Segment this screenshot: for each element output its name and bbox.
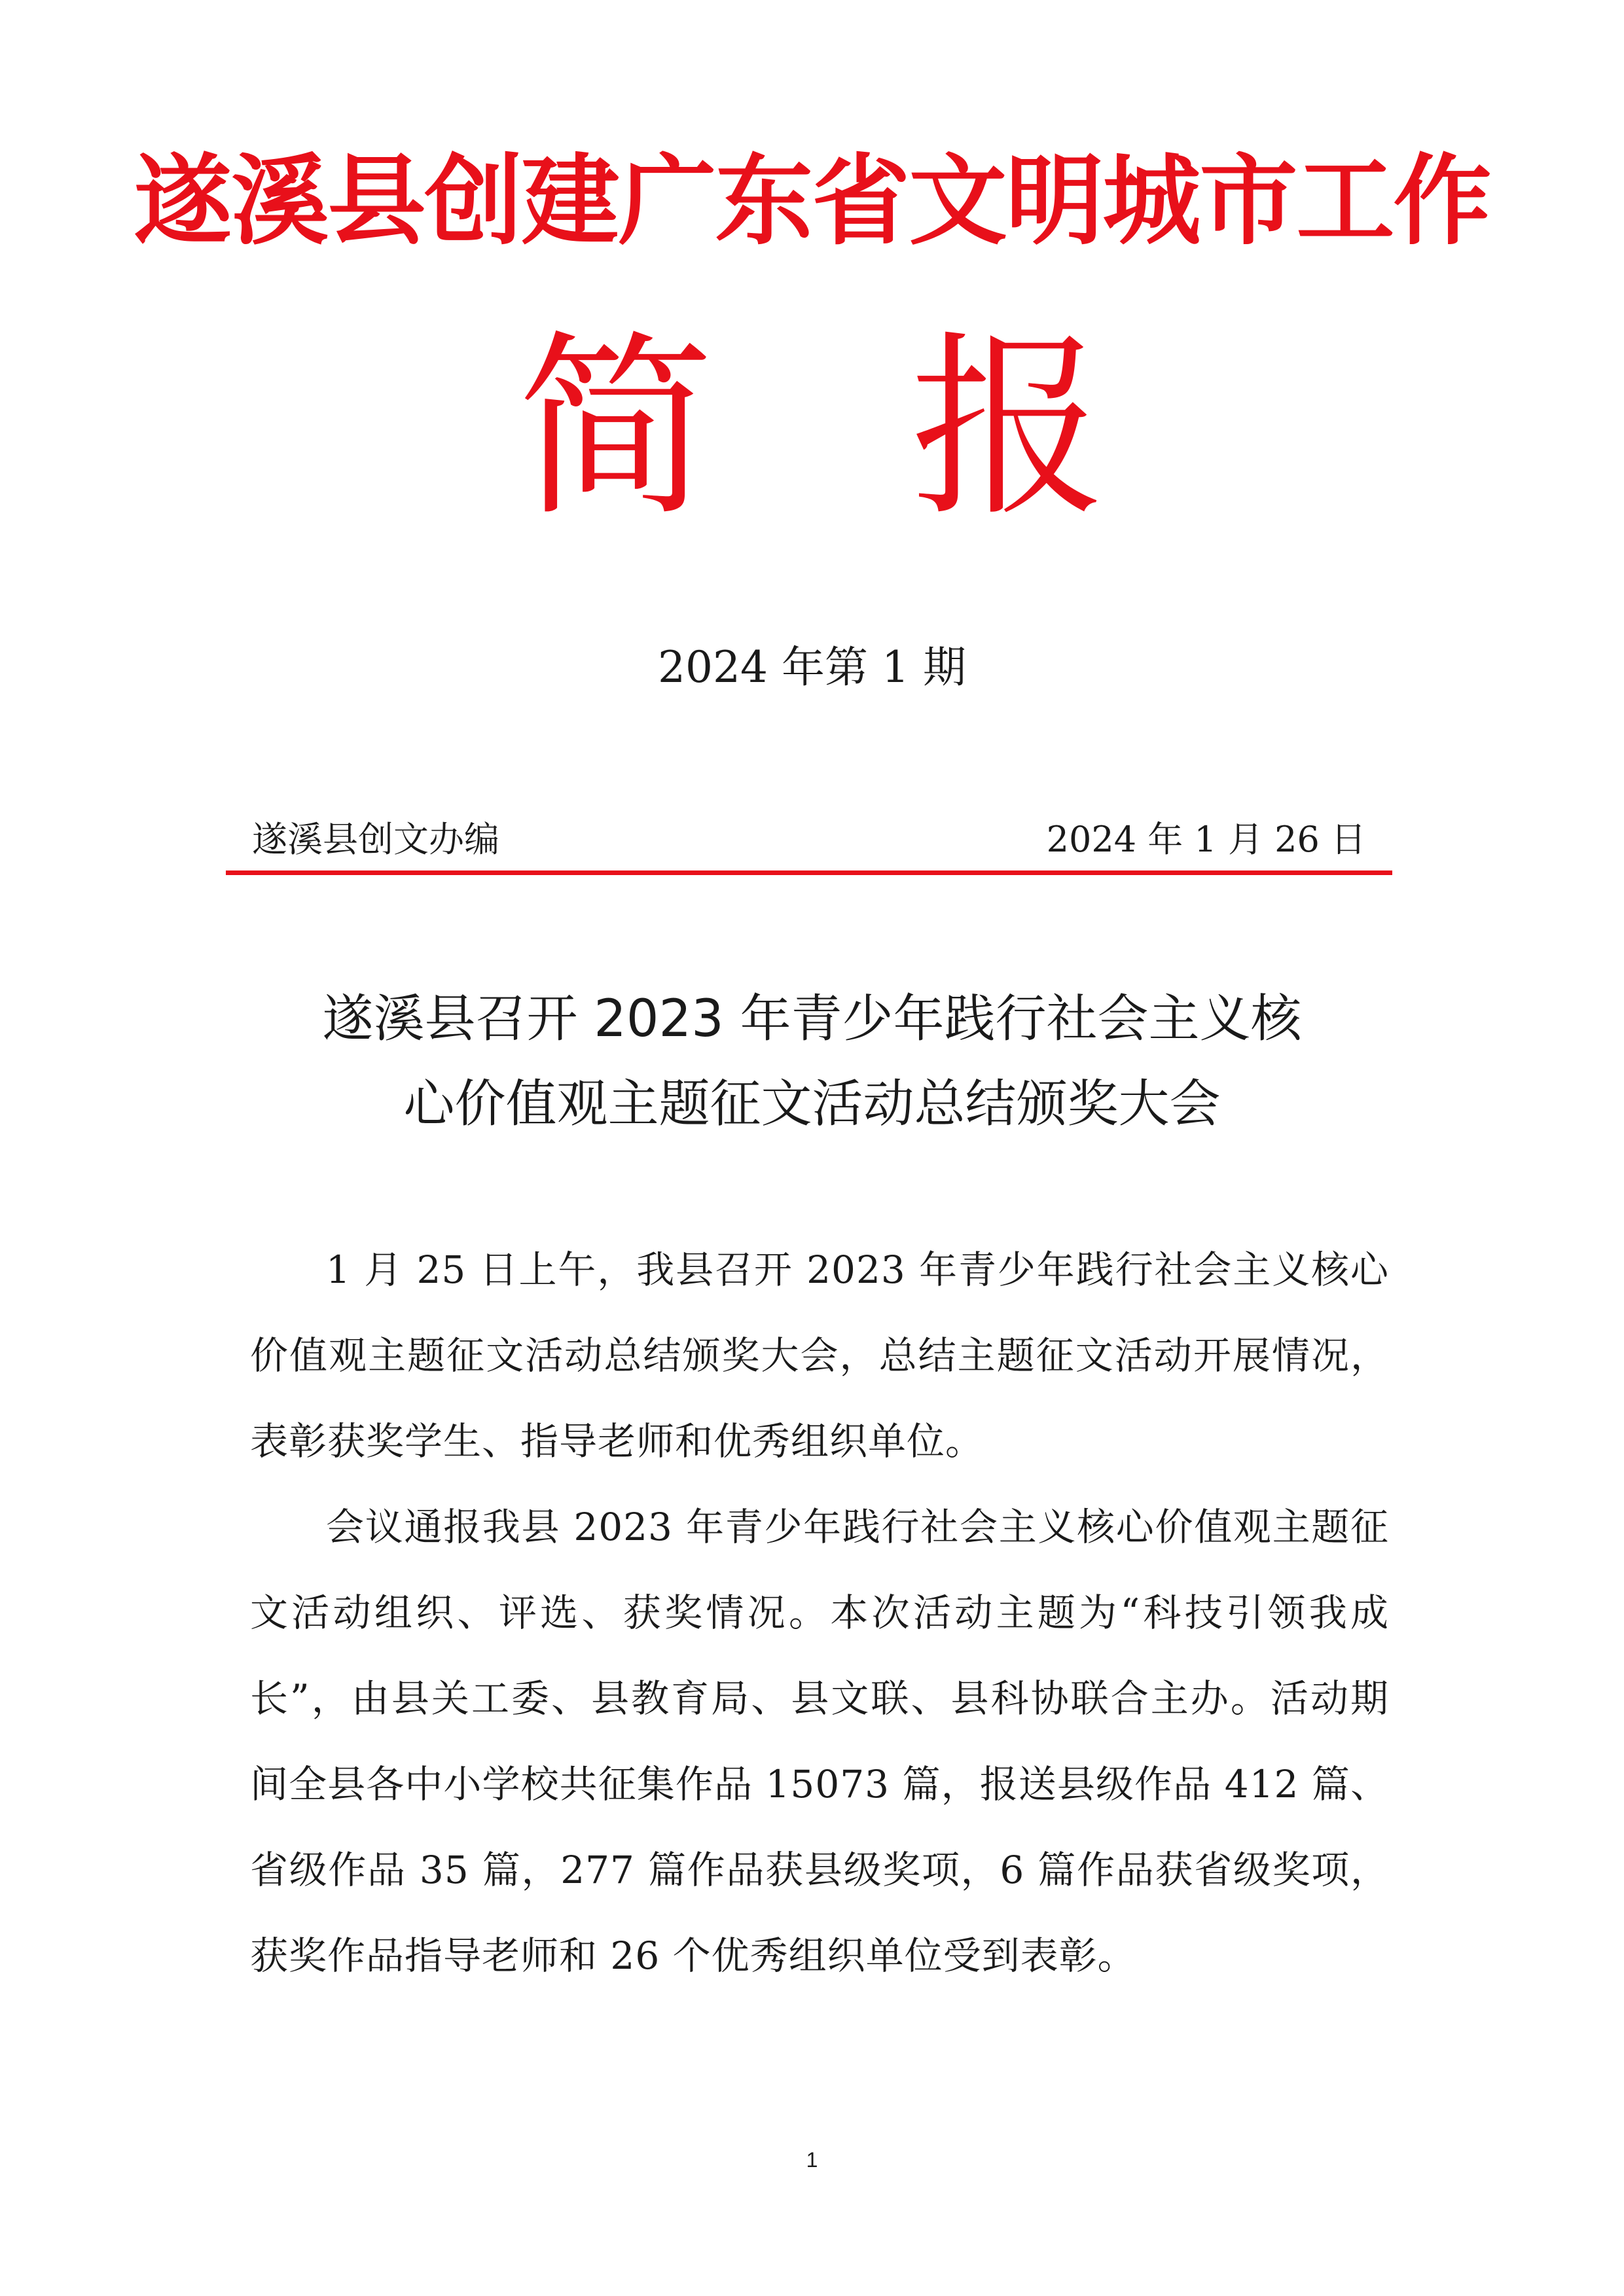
- article-title-line-2: 心价值观主题征文活动总结颁奖大会: [403, 1075, 1221, 1134]
- bulletin-masthead: [0, 311, 1624, 547]
- bulletin-char-1: 简: [517, 314, 714, 543]
- bulletin-organization-title: 遂溪县创建广东省文明城市工作: [134, 145, 1490, 259]
- meta-row: [245, 810, 1379, 869]
- red-divider-rule: [226, 870, 1392, 875]
- editor-label: 遂溪县创文办编: [252, 819, 499, 860]
- article-title: [196, 977, 1428, 1147]
- article-paragraph: 1 月 25 日上午，我县召开 2023 年青少年践行社会主义核心价值观主题征文活动总结颁奖大会，总结主题征文活动开展情况，表彰获奖学生、指导老师和优秀组织单位。: [250, 1247, 1389, 1463]
- article-paragraph: 会议通报我县 2023 年青少年践行社会主义核心价值观主题征文活动组织、评选、获奖情况。本次活动主题为“科技引领我成长”，由县关工委、县教育局、县文联、县科协联合主办。活动期间全县各中小学校共征集作品 15073 篇，报送县级作品 412 篇、省级作品 35 篇，277 篇作品获县级奖项，6 篇作品获省级奖项，获奖作品指导老师和 26 个优秀组织单位受到表彰。: [250, 1505, 1389, 1978]
- page-number: 1: [806, 2148, 818, 2172]
- bulletin-char-2: 报: [910, 314, 1107, 543]
- article-body: [250, 1227, 1389, 1999]
- article-title-line-1: 遂溪县召开 2023 年青少年践行社会主义核: [322, 990, 1302, 1049]
- issue-number: 2024 年第 1 期: [658, 642, 966, 692]
- publish-date: 2024 年 1 月 26 日: [1046, 819, 1366, 860]
